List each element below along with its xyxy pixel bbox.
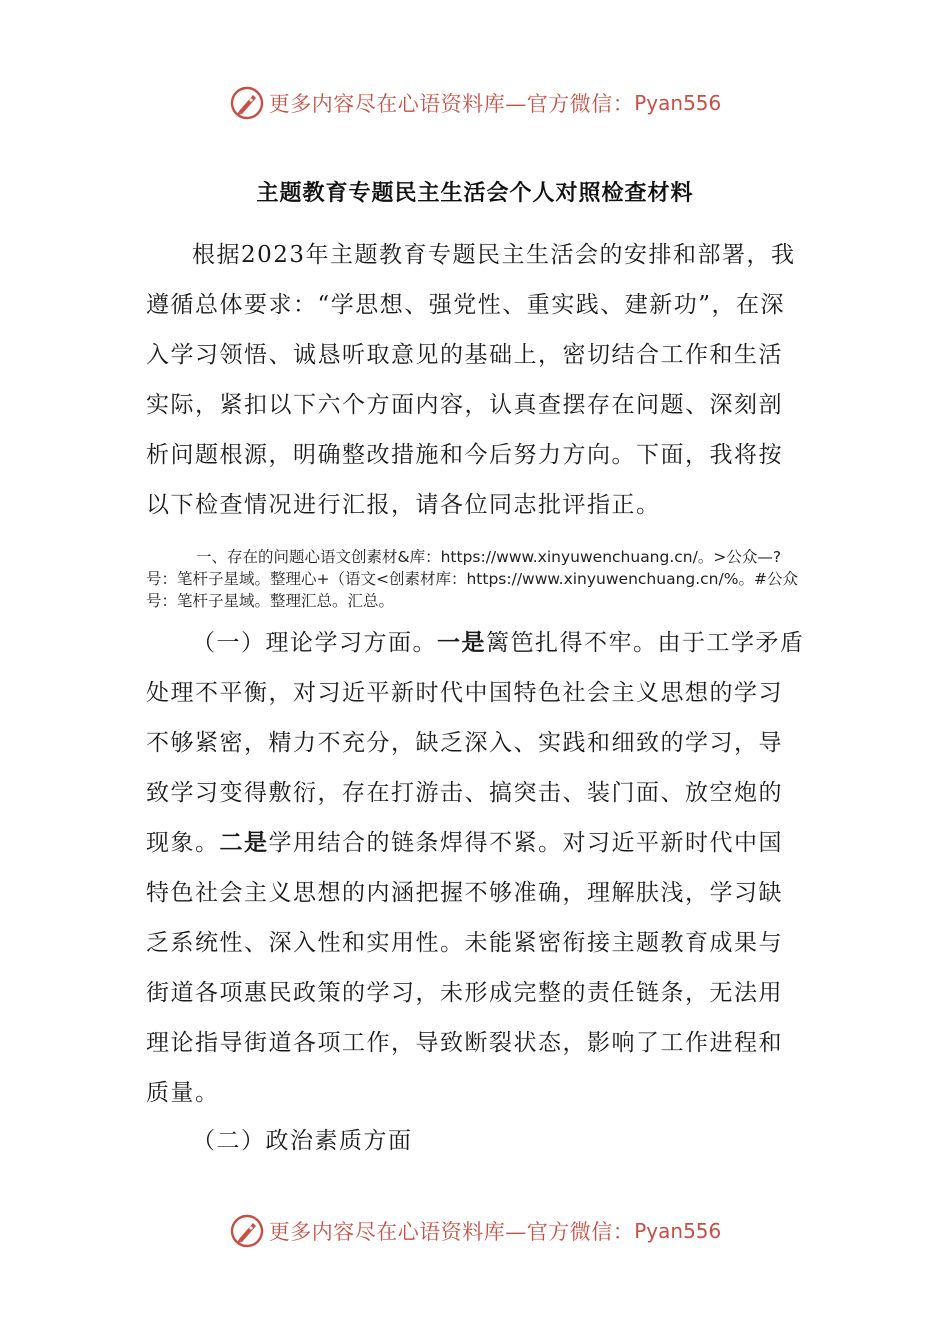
section-1-lead: （一）理论学习方面。: [192, 630, 437, 656]
banner-text: 更多内容尽在心语资料库—官方微信：: [268, 1220, 635, 1244]
footer-banner: [0, 1206, 950, 1256]
section-1-paragraph: [146, 618, 806, 1118]
pen-nib-logo-icon: [229, 1213, 265, 1249]
pen-nib-logo-icon: [229, 85, 265, 121]
point-2-label: 二是: [219, 829, 269, 856]
banner-text: 更多内容尽在心语资料库—官方微信：: [268, 92, 635, 116]
document-title: 主题教育专题民主生活会个人对照检查材料: [256, 181, 694, 206]
section-2-heading: （二）政治素质方面: [192, 1128, 413, 1154]
intro-paragraph: 根据2023年主题教育专题民主生活会的安排和部署，我遵循总体要求：“学思想、强党性、重实践、建新功”，在深入学习领悟、诚恳听取意见的基础上，密切结合工作和生活实际，紧扣以下六个方面内容，认真查摆存在问题、深刻剖析问题根源，明确整改措施和今后努力方向。下面，我将按以下检查情况进行汇报，请各位同志批评指正。: [146, 242, 796, 518]
banner-account: Pyan556: [634, 1219, 722, 1243]
banner-account: Pyan556: [634, 91, 722, 115]
header-banner: [0, 78, 950, 128]
point-1-text: 篱笆扎得不牢。由于工学矛盾处理不平衡，对习近平新时代中国特色社会主义思想的学习不够紧密，精力不充分，缺乏深入、实践和细致的学习，导致学习变得敷衍，存在打游击、搞突击、装门面、放空炮的现象。: [146, 630, 805, 856]
point-2-text: 学用结合的链条焊得不紧。对习近平新时代中国特色社会主义思想的内涵把握不够准确，理解肤浅，学习缺乏系统性、深入性和实用性。未能紧密衔接主题教育成果与街道各项惠民政策的学习，未形成完整的责任链条，无法用理论指导街道各项工作，导致断裂状态，影响了工作进程和质量。: [146, 830, 783, 1106]
watermark-note: 一、存在的问题心语文创素材&库：https://www.xinyuwenchuang.cn/。>公众—?号：笔杆子星域。整理心+（语文<创素材库：https://www.xinyuwenchuang.cn/%。#公众号：笔杆子星域。整理汇总。汇总。: [146, 548, 798, 610]
point-1-label: 一是: [437, 629, 486, 656]
